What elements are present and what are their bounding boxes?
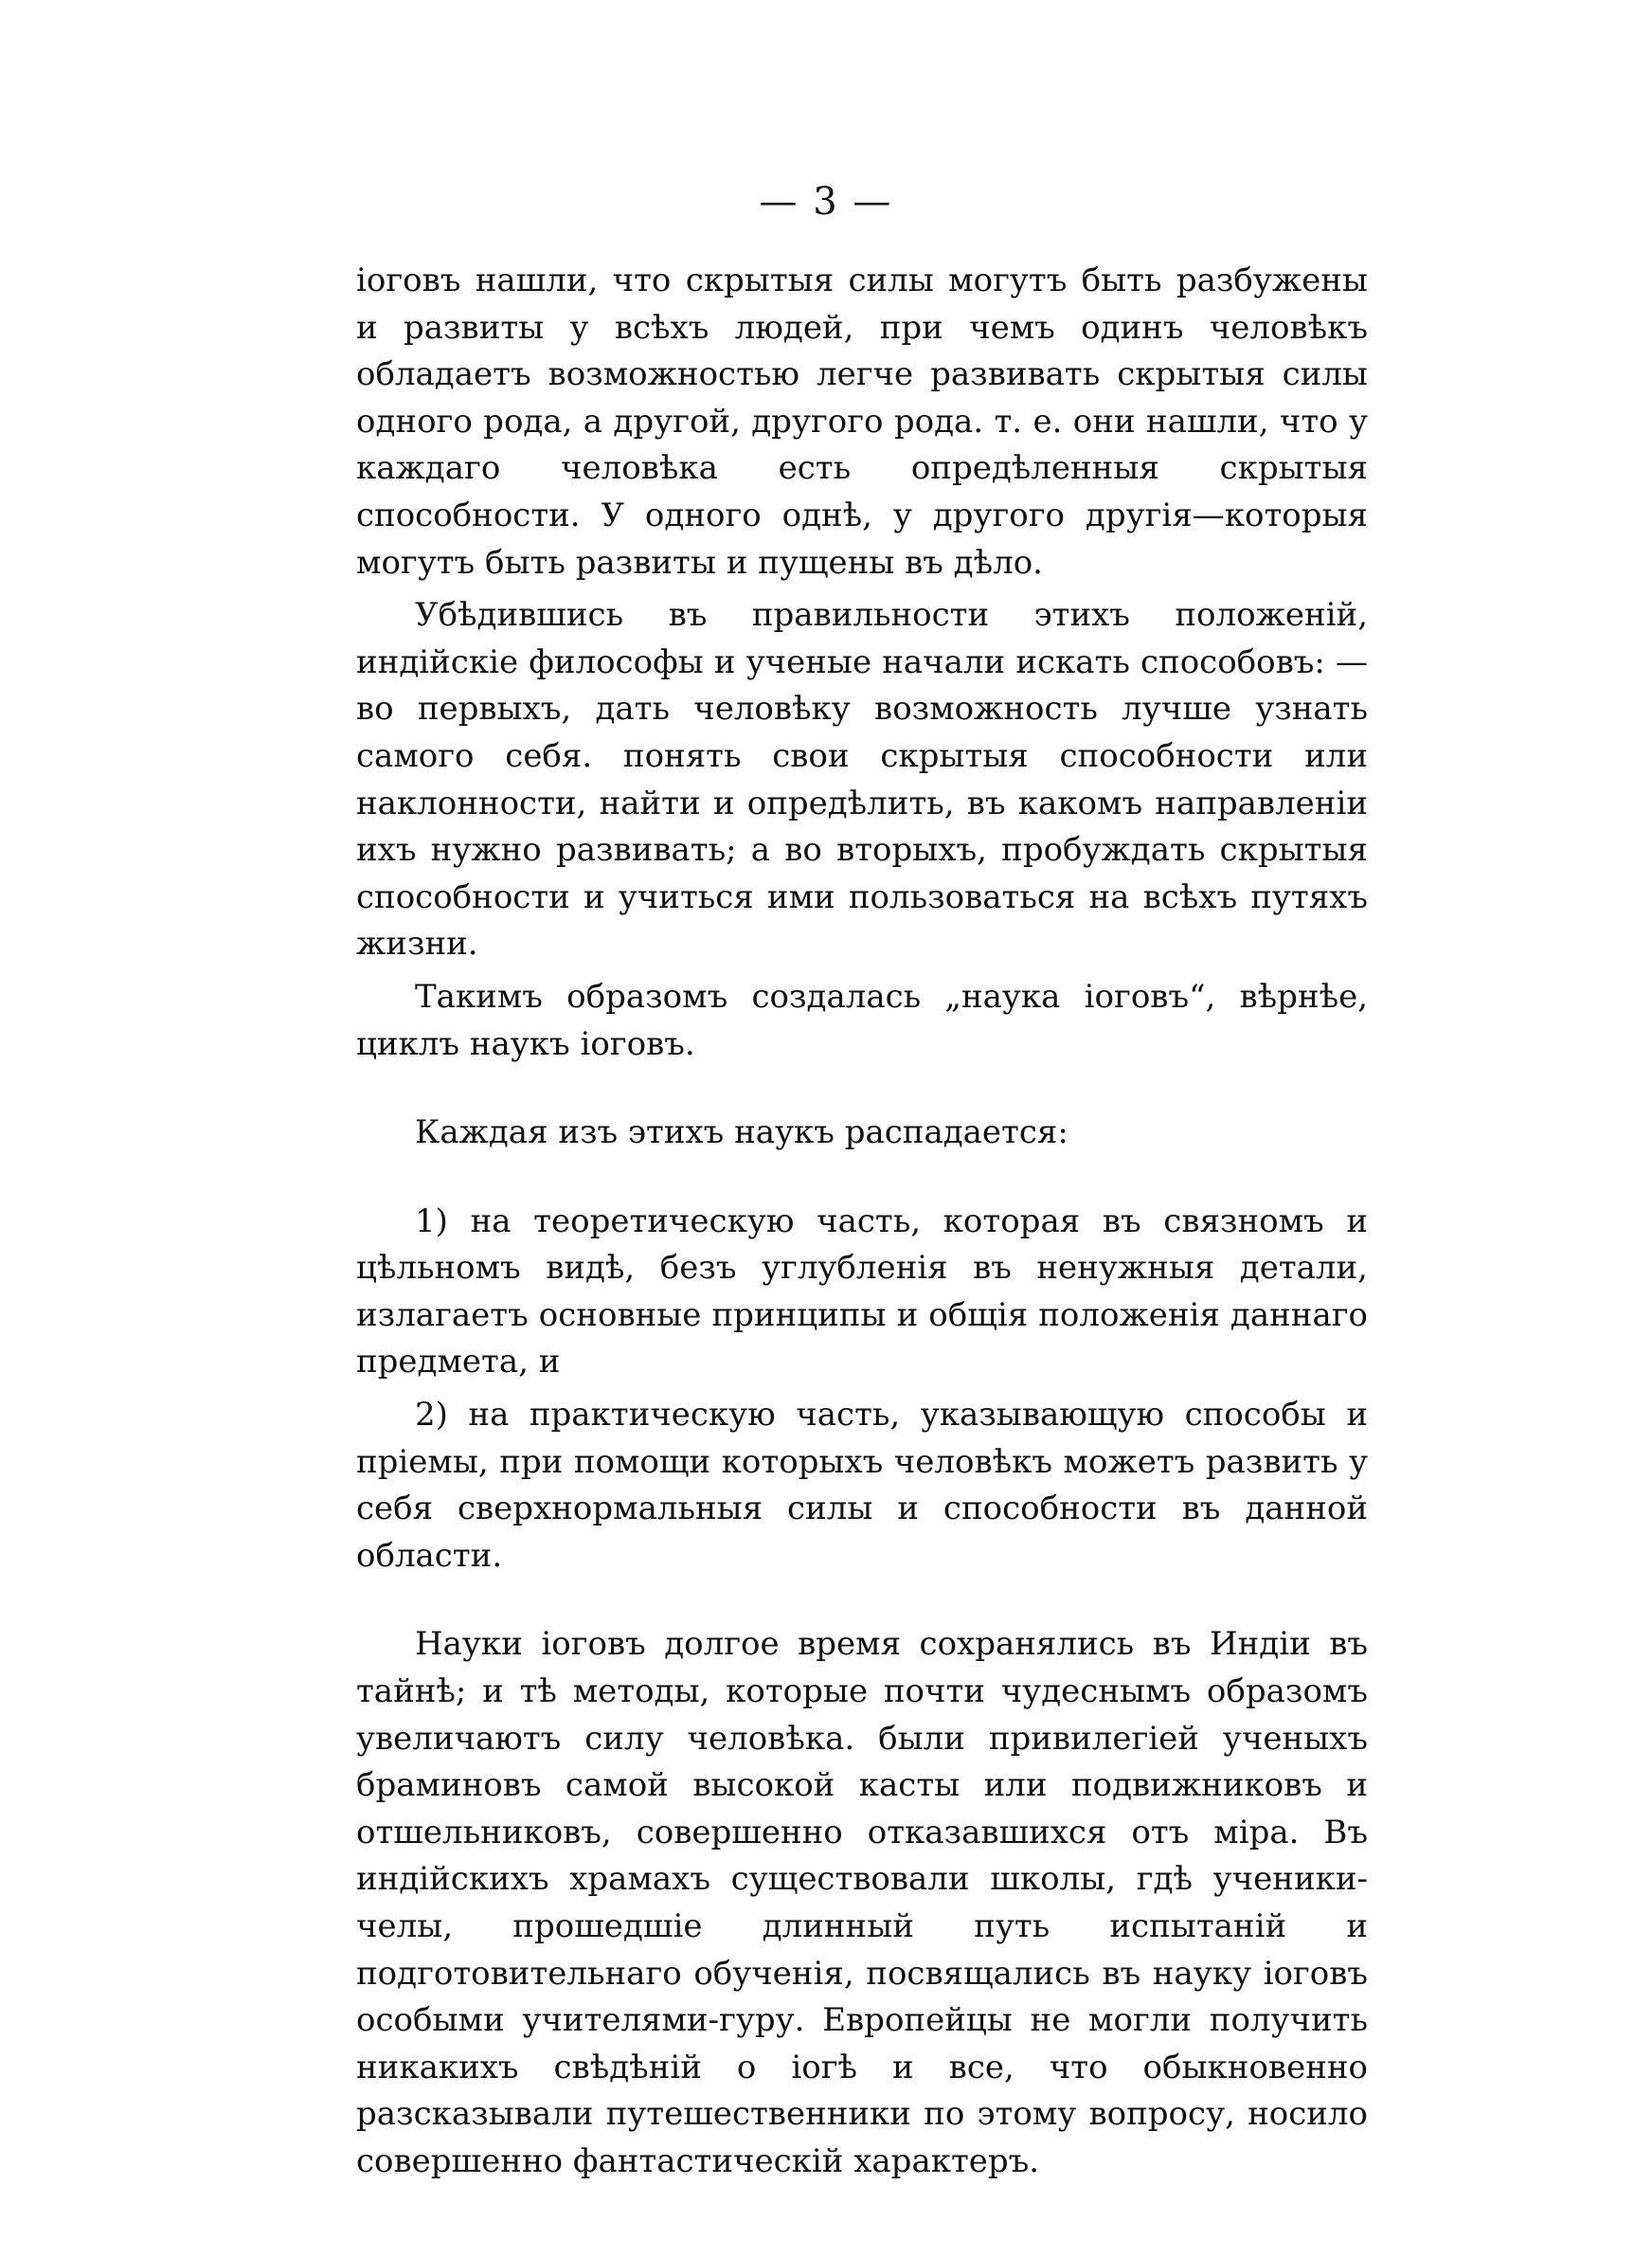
- page-number: — 3 —: [759, 180, 893, 224]
- paragraph-3: Такимъ образомъ создалась „наука іоговъ“, вѣрнѣе, циклъ наукъ іоговъ.: [356, 977, 1368, 1063]
- paragraph-1: іоговъ нашли, что скрытыя силы могутъ быть разбужены и развиты у всѣхъ людей, при чемъ одинъ человѣкъ обладаетъ возможностью легче развивать скрытыя силы одного рода, а другой, другого рода. т. е. они нашли, что у каждаго человѣка есть опредѣленныя скрытыя способности. У одного однѣ, у другого другія—которыя могутъ быть развиты и пущены въ дѣло.: [356, 262, 1368, 582]
- paragraph-4: Каждая изъ этихъ наукъ распадается:: [415, 1113, 1068, 1152]
- spacer: [356, 1157, 1368, 1199]
- spacer: [356, 1580, 1368, 1621]
- body-text: [356, 258, 1368, 2186]
- paragraph-5: Науки іоговъ долгое время сохранялись въ Индіи въ тайнѣ; и тѣ методы, которые почти чудеснымъ образомъ увеличаютъ силу человѣка. были привилегіей ученыхъ браминовъ самой высокой касты или подвижниковъ и отшельниковъ, совершенно отказавшихся отъ міра. Въ индійскихъ храмахъ существовали школы, гдѣ ученики-челы, прошедшіе длинный путь испытаній и подготовительнаго обученія, посвящались въ науку іоговъ особыми учителями-гуру. Европейцы не могли получить никакихъ свѣдѣній о іогѣ и все, что обыкновенно разсказывали путешественники по этому вопросу, носило совершенно фантастическій характеръ.: [356, 1625, 1368, 2180]
- paragraph-2: Убѣдившись въ правильности этихъ положеній, индійскіе философы и ученые начали искать способовъ: — во первыхъ, дать человѣку возможность лучше узнать самого себя. понять свои скрытыя способности или наклонности, найти и опредѣлить, въ какомъ направленіи ихъ нужно развивать; а во вторыхъ, пробуждать скрытыя способности и учиться ими пользоваться на всѣхъ путяхъ жизни.: [356, 596, 1368, 964]
- list-item-1: 1) на теоретическую часть, которая въ связномъ и цѣльномъ видѣ, безъ углубленія въ ненужныя детали, излагаетъ основные принципы и общія положенія даннаго предмета, и: [356, 1201, 1368, 1381]
- spacer: [356, 1068, 1368, 1110]
- list-item-2: 2) на практическую часть, указывающую способы и пріемы, при помощи которыхъ человѣкъ можетъ развить у себя сверхнормальныя силы и способности въ данной области.: [356, 1396, 1368, 1575]
